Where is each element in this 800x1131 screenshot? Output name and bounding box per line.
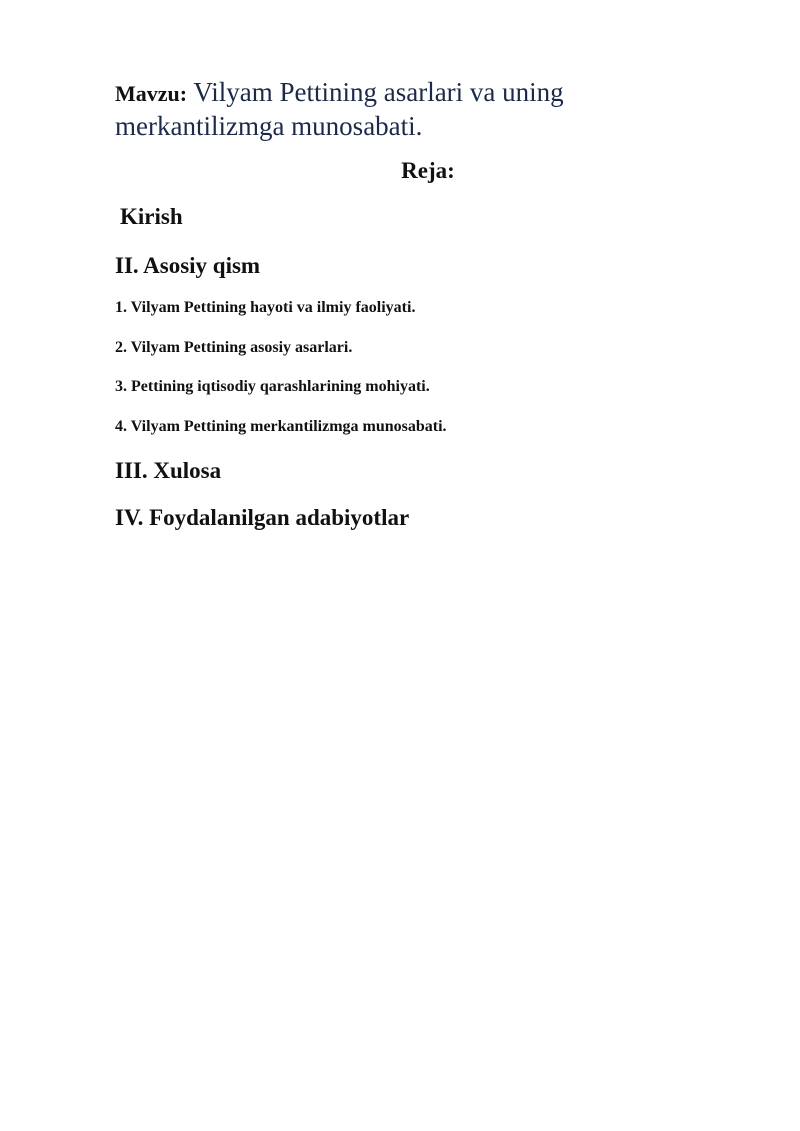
plan-item-2: 2. Vilyam Pettining asosiy asarlari. bbox=[115, 339, 353, 356]
section-references: IV. Foydalanilgan adabiyotlar bbox=[115, 505, 410, 530]
plan-item-4: 4. Vilyam Pettining merkantilizmga munosabati. bbox=[115, 418, 447, 435]
plan-heading: Reja: bbox=[401, 158, 455, 183]
plan-item-1: 1. Vilyam Pettining hayoti va ilmiy faoliyati. bbox=[115, 299, 416, 316]
topic-line bbox=[115, 76, 595, 143]
section-main-part: II. Asosiy qism bbox=[115, 253, 261, 278]
topic-text: Vilyam Pettining asarlari va uning merkantilizmga munosabati. bbox=[115, 77, 564, 141]
topic-label: Mavzu: bbox=[115, 81, 188, 106]
section-intro: Kirish bbox=[120, 204, 183, 229]
section-conclusion: III. Xulosa bbox=[115, 458, 222, 483]
plan-item-3: 3. Pettining iqtisodiy qarashlarining mohiyati. bbox=[115, 378, 430, 395]
